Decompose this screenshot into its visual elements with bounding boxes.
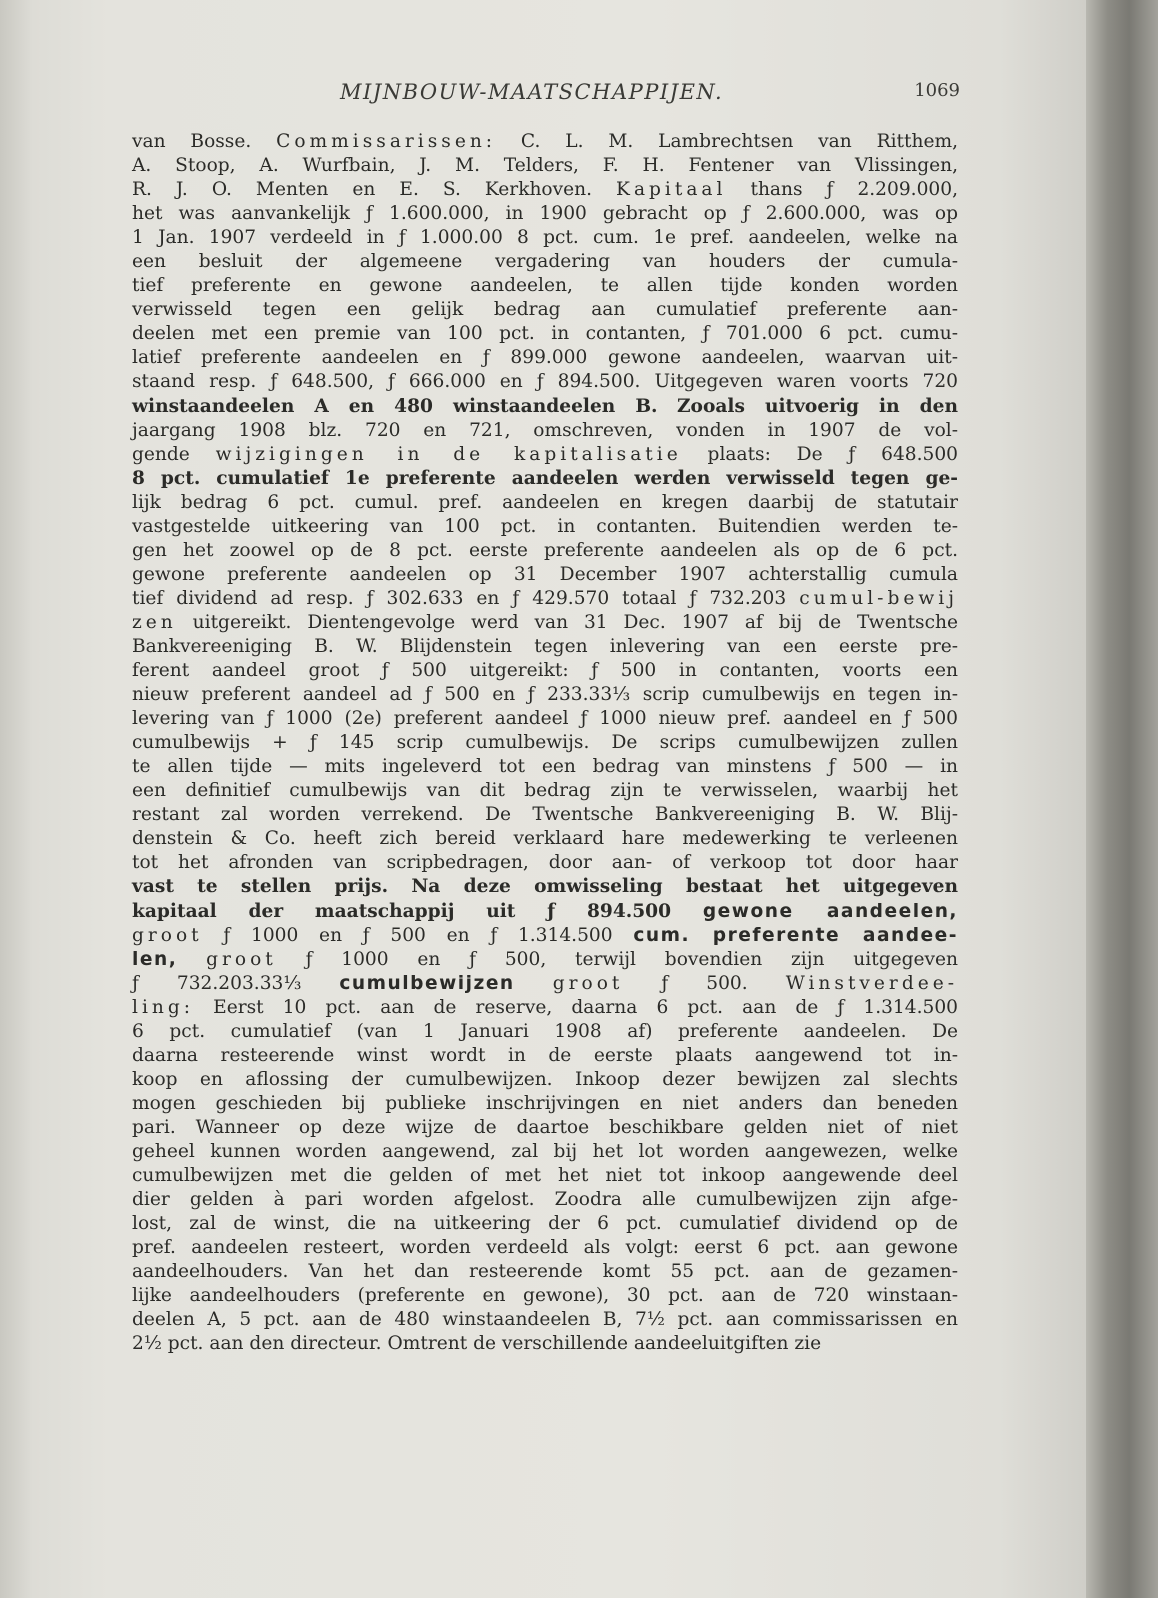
text-run: gende [132,443,216,465]
text-line [132,322,958,346]
text-run: plaats: De ƒ 648.500 [681,443,959,465]
text-run: een besluit der algemeene vergadering van houders der cumula- [132,251,958,273]
text-run: R. J. O. Menten en E. S. Kerkhoven. [132,179,617,201]
text-run: tief preferente en gewone aandeelen, te allen tijde konden worden [132,275,958,297]
text-run: aandeelhouders. Van het dan resteerende komt 55 pct. aan de gezamen- [132,1261,958,1283]
text-run: deelen met een premie van 100 pct. in contanten, ƒ 701.000 6 pct. cumu- [132,323,958,345]
text-line [132,972,958,996]
text-line [132,924,958,948]
text-run: ƒ 732.203.33⅓ [132,972,340,994]
text-line [132,803,958,827]
text-line [132,1068,958,1092]
text-run: staand resp. ƒ 648.500, ƒ 666.000 en ƒ 894.500. Uitgegeven waren voorts 720 [132,371,958,393]
text-run: len, [132,948,178,970]
text-run: daarna resteerende winst wordt in de eerste plaats aangewend tot in- [132,1044,958,1066]
text-run [177,949,206,970]
text-run: 2½ pct. aan den directeur. Omtrent de verschillende aandeeluitgiften zie [132,1333,822,1355]
text-run: mogen geschieden bij publieke inschrijvingen en niet anders dan beneden [132,1092,958,1114]
text-line [132,587,958,611]
text-run: cum. preferente aandee- [633,924,958,946]
text-line [132,515,958,539]
text-line [132,443,958,467]
text-line [132,395,958,419]
text-run: Bankvereeniging B. W. Blijdenstein tegen inlevering van een eerste pre- [132,635,958,657]
text-run: restant zal worden verrekend. De Twentsche Bankvereeniging B. W. Blij- [132,804,958,826]
text-run: ƒ 500. [623,972,786,994]
text-run: zen [132,611,177,633]
text-run: A. Stoop, A. Wurfbain, J. M. Telders, F. H. Fentener van Vlissingen, [132,155,958,177]
text-line [132,635,958,659]
text-line [132,539,958,563]
text-line [132,1020,958,1044]
text-run: denstein & Co. heeft zich bereid verklaard hare medewerking te verleenen [132,828,958,850]
text-run [658,396,677,417]
text-run: kapitaal der maatschappij uit ƒ 894.500 [132,900,703,922]
text-line [132,419,958,443]
text-run: van Bosse. [132,131,277,152]
text-run: Commissarissen: [276,131,497,152]
text-line [132,1260,958,1284]
text-run: Zooals uitvoerig in den [676,395,958,417]
text-run: Eerst 10 pct. aan de reserve, daarna 6 pct. aan de ƒ 1.314.500 [194,996,958,1018]
text-run: ƒ 1000 en ƒ 500, terwijl bovendien zijn uitgegeven [276,948,958,970]
text-line [132,226,958,250]
text-run: vastgestelde uitkeering van 100 pct. in contanten. Buitendien werden te- [132,515,958,537]
page-header [130,80,960,112]
text-line [132,1044,958,1068]
text-line [132,1188,958,1212]
text-run: tot het afronden van scripbedragen, door aan- of verkoop tot door haar [132,852,958,874]
text-run: koop en aflossing der cumulbewijzen. Inkoop dezer bewijzen zal slechts [132,1068,958,1090]
text-run: pref. aandeelen resteert, worden verdeeld als volgt: eerst 6 pct. aan gewone [132,1237,958,1259]
text-line [132,659,958,683]
text-run: latief preferente aandeelen en ƒ 899.000 gewone aandeelen, waarvan uit- [132,347,958,369]
text-line [132,1332,958,1356]
text-line [132,755,958,779]
text-line [132,1164,958,1188]
text-line [132,996,958,1020]
text-line [132,611,958,635]
page-number: 1069 [914,80,960,101]
book-spine [1086,0,1158,1598]
text-run: gewone preferente aandeelen op 31 December 1907 achterstallig cumula [132,563,958,585]
text-run: winstaandeelen A en 480 winstaandeelen B. [132,395,658,417]
text-run: cumulbewijzen [339,972,515,994]
text-run: te allen tijde — mits ingeleverd tot een bedrag van minstens ƒ 500 — in [132,756,958,778]
text-run: gewone aandeelen, [702,900,958,922]
text-run: wijzigingen in de kapitalisatie [215,443,682,465]
text-run: ƒ 1000 en ƒ 500 en ƒ 1.314.500 [202,924,634,946]
text-run: 1 Jan. 1907 verdeeld in ƒ 1.000.00 8 pct. cum. 1e pref. aandeelen, welke na [132,227,958,249]
text-line [132,1236,958,1260]
text-line [132,130,958,154]
text-line [132,948,958,972]
text-run: 8 pct. cumulatief 1e preferente aandeelen werden verwisseld tegen ge- [132,467,958,489]
text-line [132,851,958,875]
text-line [132,683,958,707]
text-run: het was aanvankelijk ƒ 1.600.000, in 1900 gebracht op ƒ 2.600.000, was op [132,203,958,225]
text-line [132,731,958,755]
text-line [132,1140,958,1164]
text-run: groot [206,948,277,970]
text-run: ling: [132,996,195,1018]
text-run: deelen A, 5 pct. aan de 480 winstaandeelen B, 7½ pct. aan commissarissen en [132,1309,958,1331]
text-line [132,707,958,731]
text-line [132,467,958,491]
text-line [132,346,958,370]
body-text [132,130,958,1356]
text-run: ferent aandeel groot ƒ 500 uitgereikt: ƒ 500 in contanten, voorts een [132,660,958,682]
text-run: groot [552,972,624,994]
text-line [132,1212,958,1236]
text-run [515,973,553,994]
text-run: cumul-bewij [799,587,958,609]
text-line [132,250,958,274]
text-run: thans ƒ 2.209.000, [726,179,958,201]
text-line [132,1284,958,1308]
text-line [132,298,958,322]
text-line [132,1092,958,1116]
text-line [132,178,958,202]
text-run: levering van ƒ 1000 (2e) preferent aandeel ƒ 1000 nieuw pref. aandeel en ƒ 500 [132,708,958,730]
text-run: pari. Wanneer op deze wijze de daartoe beschikbare gelden niet of niet [132,1116,958,1138]
text-line [132,1308,958,1332]
text-run: uitgereikt. Dientengevolge werd van 31 Dec. 1907 af bij de Twentsche [176,611,958,633]
running-head: MIJNBOUW-MAATSCHAPPIJEN. [340,80,724,104]
text-run: cumulbewijzen met die gelden of met het niet tot inkoop aangewende deel [132,1165,958,1187]
text-line [132,370,958,394]
text-line [132,779,958,803]
text-run: cumulbewijs + ƒ 145 scrip cumulbewijs. De scrips cumulbewijzen zullen [132,732,958,754]
text-run: een definitief cumulbewijs van dit bedrag zijn te verwisselen, waarbij het [132,780,958,802]
text-run: nieuw preferent aandeel ad ƒ 500 en ƒ 233.33⅓ scrip cumulbewijs en tegen in- [132,684,958,706]
text-line [132,875,958,899]
text-run: lijk bedrag 6 pct. cumul. pref. aandeelen en kregen daarbij de statutair [132,491,958,513]
text-run: lijke aandeelhouders (preferente en gewone), 30 pct. aan de 720 winstaan- [132,1285,958,1307]
text-run: groot [132,924,203,946]
text-line [132,491,958,515]
text-run: tief dividend ad resp. ƒ 302.633 en ƒ 429.570 totaal ƒ 732.203 [132,587,800,609]
text-run: C. L. M. Lambrechtsen van Ritthem, [496,131,958,152]
text-line [132,900,958,924]
text-run: Kapitaal [616,179,727,201]
text-line [132,827,958,851]
text-run: verwisseld tegen een gelijk bedrag aan cumulatief preferente aan- [132,299,958,321]
text-run: jaargang 1908 blz. 720 en 721, omschreven, vonden in 1907 de vol- [132,419,958,441]
text-line [132,154,958,178]
text-line [132,202,958,226]
text-run: dier gelden à pari worden afgelost. Zoodra alle cumulbewijzen zijn afge- [132,1189,958,1211]
text-line [132,563,958,587]
text-run: lost, zal de winst, die na uitkeering der 6 pct. cumulatief dividend op de [132,1213,958,1235]
text-line [132,1116,958,1140]
text-line [132,274,958,298]
text-run: vast te stellen prijs. Na deze omwisseling bestaat het uitgegeven [132,876,958,898]
text-run: 6 pct. cumulatief (van 1 Januari 1908 af) preferente aandeelen. De [132,1020,958,1042]
text-run: Winstverdee- [785,972,959,994]
text-run: geheel kunnen worden aangewend, zal bij het lot worden aangewezen, welke [132,1140,958,1162]
text-run: gen het zoowel op de 8 pct. eerste preferente aandeelen als op de 6 pct. [132,539,958,561]
